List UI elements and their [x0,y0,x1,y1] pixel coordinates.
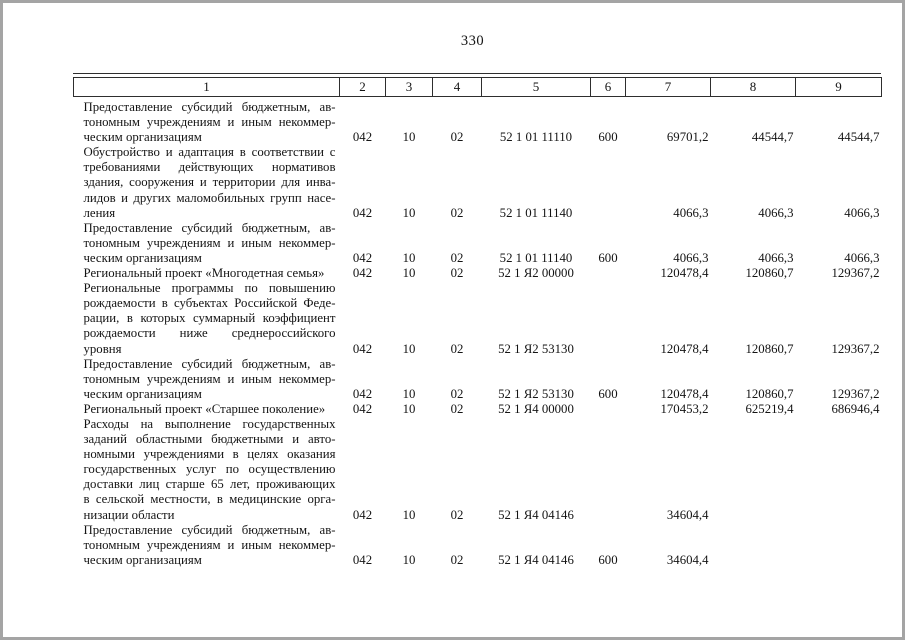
cell-col4: 02 [450,401,464,416]
description-line: Предоставление субсидий бюджетным, ав- [83,522,336,537]
cell-col6 [591,402,626,417]
cell-col4: 02 [450,205,464,220]
cell-col9: 44544,7 [837,130,880,145]
header-cell-5: 5 [482,78,591,97]
cell-col7: 120478,4 [660,266,709,281]
cell-col8: 120860,7 [745,341,794,356]
cell-col2: 042 [352,130,373,145]
table-row [74,402,882,417]
description-line: Предоставление субсидий бюджетным, ав- [83,220,336,235]
cell-col7: 69701,2 [666,130,709,145]
cell-col7: 170453,2 [660,401,709,416]
description-line: заданий областными бюджетными и авто- [83,432,336,447]
table-row [74,145,882,220]
description-line: рождаемости в субъектах Российской Феде- [83,296,336,311]
cell-col2: 042 [352,250,373,265]
description-line: тономным учреждениям и иным некоммер- [83,537,336,552]
row-description [74,523,340,568]
description-line: ческим организациям [83,130,202,145]
header-cell-2: 2 [340,78,386,97]
description-line: тономным учреждениям и иным некоммер- [83,235,336,250]
cell-col3: 10 [402,552,416,567]
cell-col7: 34604,4 [666,507,709,522]
description-line: уровня [83,341,122,356]
row-description [74,281,340,356]
cell-col3: 10 [402,266,416,281]
cell-col7: 120478,4 [660,341,709,356]
cell-col4: 02 [450,130,464,145]
description-line: Региональный проект «Многодетная семья» [83,266,325,281]
cell-col2: 042 [352,205,373,220]
table-row [74,417,882,523]
cell-col7: 120478,4 [660,386,709,401]
description-line: ческим организациям [83,250,202,265]
cell-col9: 4066,3 [844,250,880,265]
description-line: ления [83,205,116,220]
cell-col5: 52 1 Я4 00000 [498,401,574,416]
cell-col6: 600 [598,130,618,145]
description-line: рации, в которых суммарный коэффициент [83,311,336,326]
cell-col5: 52 1 Я2 00000 [498,266,574,281]
description-line: доставки лиц старше 65 лет, проживающих [83,477,336,492]
cell-col9 [796,523,882,568]
description-line: лидов и других маломобильных групп насе- [83,190,336,205]
cell-col3: 10 [402,507,416,522]
budget-table [73,77,882,568]
cell-col2: 042 [352,266,373,281]
description-line: Региональный проект «Старшее поколение» [83,401,326,416]
cell-col8: 625219,4 [745,401,794,416]
cell-col6 [591,281,626,356]
header-cell-9: 9 [796,78,882,97]
description-line: тономным учреждениям и иным некоммер- [83,371,336,386]
cell-col7: 4066,3 [673,250,709,265]
cell-col3: 10 [402,341,416,356]
cell-col2: 042 [352,386,373,401]
cell-col8: 44544,7 [751,130,794,145]
cell-col5: 52 1 Я2 53130 [498,341,574,356]
cell-col5: 52 1 Я4 04146 [498,552,574,567]
description-line: здания, сооружения и территории для инва- [83,175,336,190]
budget-table-section [73,73,881,568]
cell-col2: 042 [352,552,373,567]
cell-col5: 52 1 01 11140 [499,250,573,265]
cell-col6: 600 [598,552,618,567]
header-cell-8: 8 [711,78,796,97]
cell-col8 [711,523,796,568]
cell-col9: 129367,2 [831,341,880,356]
cell-col9: 686946,4 [831,401,880,416]
table-row [74,221,882,266]
cell-col2: 042 [352,507,373,522]
cell-col5: 52 1 01 11140 [499,205,573,220]
description-line: тономным учреждениям и иным некоммер- [83,115,336,130]
cell-col8: 4066,3 [758,250,794,265]
cell-col7: 4066,3 [673,205,709,220]
row-description [74,417,340,523]
description-line: в сельской местности, в медицинские орга- [83,492,336,507]
cell-col6 [591,266,626,281]
description-line: государственных услуг по осуществлению [83,462,336,477]
table-body [74,97,882,568]
cell-col9: 4066,3 [844,205,880,220]
cell-col5: 52 1 Я2 53130 [498,386,574,401]
description-line: Предоставление субсидий бюджетным, ав- [83,356,336,371]
cell-col3: 10 [402,130,416,145]
table-header-row [74,78,882,97]
description-line: ческим организациям [83,386,202,401]
cell-col5: 52 1 Я4 04146 [498,507,574,522]
description-line: Региональные программы по повышению [83,281,336,296]
cell-col8: 4066,3 [758,205,794,220]
cell-col4: 02 [450,386,464,401]
row-description [74,357,340,402]
cell-col8: 120860,7 [745,386,794,401]
row-description [74,221,340,266]
cell-col4: 02 [450,250,464,265]
table-top-rule [73,73,881,74]
cell-col6: 600 [598,250,618,265]
description-line: Расходы на выполнение государственных [83,416,336,431]
header-cell-7: 7 [626,78,711,97]
cell-col3: 10 [402,401,416,416]
header-cell-6: 6 [591,78,626,97]
description-line: требованиями действующих нормативов [83,160,336,175]
cell-col9: 129367,2 [831,386,880,401]
cell-col9 [796,417,882,523]
header-cell-1: 1 [74,78,340,97]
cell-col4: 02 [450,552,464,567]
cell-col3: 10 [402,386,416,401]
cell-col2: 042 [352,341,373,356]
row-description [74,97,340,146]
table-row [74,357,882,402]
cell-col4: 02 [450,341,464,356]
cell-col8 [711,417,796,523]
row-description [74,266,340,281]
page-number: 330 [460,33,485,49]
cell-col4: 02 [450,266,464,281]
row-description [74,402,340,417]
cell-col9: 129367,2 [831,266,880,281]
header-cell-4: 4 [433,78,482,97]
cell-col4: 02 [450,507,464,522]
cell-col6: 600 [598,386,618,401]
row-description [74,145,340,220]
description-line: рождаемости ниже среднероссийского [83,326,336,341]
table-row [74,97,882,146]
cell-col2: 042 [352,401,373,416]
description-line: низации области [83,507,175,522]
cell-col5: 52 1 01 11110 [499,130,573,145]
description-line: Обустройство и адаптация в соответствии с [83,145,336,160]
cell-col8: 120860,7 [745,266,794,281]
table-row [74,523,882,568]
header-cell-3: 3 [386,78,433,97]
table-row [74,266,882,281]
cell-col6 [591,145,626,220]
cell-col3: 10 [402,205,416,220]
table-row [74,281,882,356]
description-line: номными учреждениями в целях оказания [83,447,336,462]
cell-col6 [591,417,626,523]
description-line: Предоставление субсидий бюджетным, ав- [83,100,336,114]
description-line: ческим организациям [83,552,202,567]
cell-col7: 34604,4 [666,552,709,567]
cell-col3: 10 [402,250,416,265]
